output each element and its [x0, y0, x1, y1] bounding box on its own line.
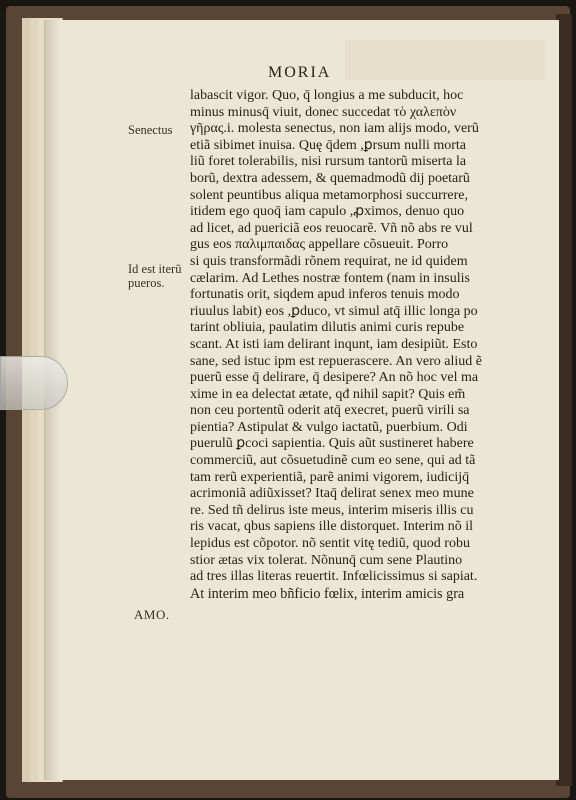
page-clip — [0, 356, 68, 410]
text-line: γῆρας.i. molesta senectus, non iam alijs modo, verũ — [190, 121, 479, 137]
body-text — [190, 88, 522, 602]
text-line: ad tres illas literas reuertit. Infœlicissimus si sapiat. — [190, 569, 478, 585]
text-line: ad licet, ad puericiã eos reuocarẽ. Vñ nõ abs re vul — [190, 220, 473, 236]
text-line: fortunatis orit, siqdem apud inferos tenuis modo — [190, 287, 460, 303]
text-line: gus eos παλιμπαιδας appellare cõsueuit. Porro — [190, 237, 449, 253]
text-line: pientia? Astipulat & vulgo iactatũ, puerbium. Odi — [190, 419, 468, 435]
text-line: minus minusq̄ viuit, donec succedat τὸ χαλεπὸν — [190, 104, 457, 120]
text-line: ris vacat, qbus sapiens ille distorquet. Interim nõ il — [190, 519, 474, 535]
text-line: liũ foret tolerabilis, nisi rursum tantorũ miserta la — [190, 154, 467, 170]
text-line: puerulũ ꝑcoci sapientia. Quis aũt sustineret habere — [190, 436, 474, 452]
text-line: re. Sed tñ delirus iste meus, interim miseris illis cu — [190, 502, 474, 518]
text-line: cælarim. Ad Lethes nostræ fontem (nam in insulis — [190, 270, 470, 286]
text-line: labascit vigor. Quo, q̄ longius a me subducit, hoc — [190, 88, 464, 103]
text-line: borũ, dextra adessem, & quemadmodũ dij poetarũ — [190, 170, 470, 186]
text-line: tarint obliuia, paulatim dilutis animi curis repube — [190, 320, 465, 336]
text-line: etiã sibimet inuisa. Quę q̄dem ,ꝑrsum nulli morta — [190, 137, 467, 153]
margin-note-line: Id est iterũ — [128, 262, 182, 276]
text-line: tam rerũ experientiã, parẽ animi vigorem, iudicijq̄ — [190, 469, 470, 485]
text-line: lepidus est cõpotor. nõ sentit vitę tediũ, quod robu — [190, 536, 470, 552]
text-line: acrimoniã adiũxisset? Itaq̄ delirat senex meo mune — [190, 486, 474, 502]
text-line: stior ætas vix tolerat. Nõnunq̄ cum sene Plautino — [190, 552, 463, 568]
text-line: non ceu portentũ oderit atq̄ execret, puerũ virili sa — [190, 403, 470, 419]
margin-note-amo: AMO. — [134, 607, 170, 622]
text-line: xime in ea delectat ætate, qđ nihil sapit? Quis em̃ — [190, 386, 466, 402]
text-line: sane, sed istuc ipm est repuerascere. An vero aliud ẽ — [190, 353, 482, 369]
text-line: At interim meo bñficio fœlix, interim amicis gra — [190, 585, 465, 602]
page-stain — [345, 40, 545, 80]
margin-note-senectus: Senectus — [128, 123, 173, 137]
margin-note-line: pueros. — [128, 276, 165, 290]
text-line: puerũ esse q̄ delirare, q̄ desipere? An nõ hoc vel ma — [190, 370, 479, 386]
text-line: itidem ego quoq̄ iam capulo ,ꝓximos, denuo quo — [190, 204, 465, 220]
text-line: solent peuntibus aliqua metamorphosi succurrere, — [190, 187, 468, 203]
text-line: si quis transformãdi rõnem requirat, ne id quidem — [190, 253, 468, 269]
running-header: MORIA — [268, 64, 332, 81]
text-line: riuulus labit) eos ,ꝑduco, vt simul atq̄ illic longa po — [190, 303, 478, 319]
text-line: scant. At isti iam delirant inqunt, iam desipiũt. Esto — [190, 336, 478, 352]
margin-note-id-est — [128, 262, 181, 290]
text-line: commerciũ, aut cõsuetudinẽ cum eo sene, qui ad tã — [190, 453, 476, 469]
